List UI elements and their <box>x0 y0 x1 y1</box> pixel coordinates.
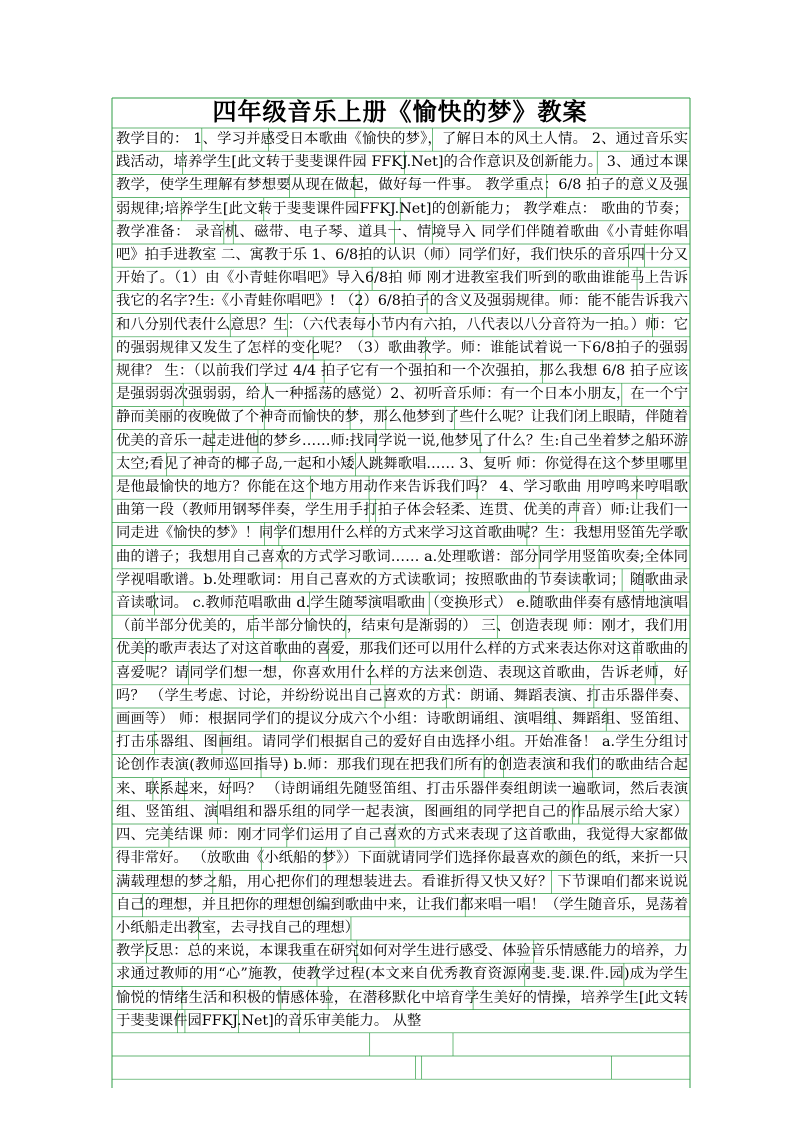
body-paragraph-reflection: 教学反思：总的来说，本课我重在研究如何对学生进行感受、体验音乐情感能力的培养，力求通过教师的用“心”施教，使教学过程(本文来自优秀教育资源网斐.斐.课.件.园)成为学生愉悦的情绪生活和积极的情感体验，在潜移默化中培育学生美好的情操，培养学生[此文转于斐斐课件园FFKJ.Net]的音乐审美能力。 从整 <box>116 943 688 1029</box>
document-title: 四年级音乐上册《愉快的梦》教案 <box>212 98 588 126</box>
body-paragraph-main: 教学目的： 1、学习并感受日本歌曲《愉快的梦》，了解日本的风土人情。 2、通过音乐实践活动，培养学生[此文转于斐斐课件园 FFKJ.Net]的合作意识及创新能力。 3、通过本课教学，使学生理解有梦想要从现在做起，做好每一件事。 教学重点：6/8 拍子的意义及强弱规律;培养学生[此文转于斐斐课件园FFKJ.Net]的创新能力； 教学难点： 歌曲的节奏；教学准备： 录音机、磁带、电子琴、道具一、情境导入 同学们伴随着歌曲《小青蛙你唱吧》拍手进教室 二、寓教于乐 1、6/8拍的认识（师）同学们好，我们快乐的音乐四十分又开始了。（1）由《小青蛙你唱吧》导入6/8拍 师 刚才进教室我们听到的歌曲谁能马上告诉我它的名字?生:《小青蛙你唱吧》! （2）6/8拍子的含义及强弱规律。师：能不能告诉我六和八分别代表什么意思？生：（六代表每小节内有六拍，八代表以八分音符为一拍。）师：它的强弱规律又发生了怎样的变化呢？（3）歌曲教学。师：谁能试着说一下6/8拍子的强弱规律？ 生：（以前我们学过 4/4 拍子它有一个强拍和一个次强拍，那么我想 6/8 拍子应该是强弱弱次强弱弱，给人一种摇荡的感觉）2、初听音乐师：有一个日本小朋友，在一个宁静而美丽的夜晚做了个神奇而愉快的梦，那么他梦到了些什么呢？让我们闭上眼睛，伴随着优美的音乐一起走进他的梦乡……师:找同学说一说,他梦见了什么？生:自己坐着梦之船环游太空;看见了神奇的椰子岛,一起和小矮人跳舞歌唱…… 3、复听 师：你觉得在这个梦里哪里是他最愉快的地方？你能在这个地方用动作来告诉我们吗？ 4、学习歌曲 用哼鸣来哼唱歌曲第一段（教师用钢琴伴奏，学生用手打拍子体会轻柔、连贯、优美的声音）师:让我们一同走进《愉快的梦》！同学们想用什么样的方式来学习这首歌曲呢？生：我想用竖笛先学歌曲的谱子；我想用自己喜欢的方式学习歌词…… a.处理歌谱：部分同学用竖笛吹奏;全体同学视唱歌谱。b.处理歌词：用自己喜欢的方式读歌词；按照歌曲的节奏读歌词； 随歌曲录音读歌词。 c.教师范唱歌曲 d.学生随琴演唱歌曲（变换形式） e.随歌曲伴奏有感情地演唱（前半部分优美的，后半部分愉快的，结束句是渐弱的） 三、创造表现 师：刚才，我们用优美的歌声表达了对这首歌曲的喜爱，那我们还可以用什么样的方式来表达你对这首歌曲的喜爱呢？请同学们想一想，你喜欢用什么样的方法来创造、表现这首歌曲，告诉老师，好吗？ （学生考虑、讨论，并纷纷说出自己喜欢的方式：朗诵、舞蹈表演、打击乐器伴奏、画画等） 师：根据同学们的提议分成六个小组：诗歌朗诵组、演唱组、舞蹈组、竖笛组、打击乐器组、图画组。请同学们根据自己的爱好自由选择小组。开始准备！ a.学生分组讨论创作表演(教师巡回指导) b.师：那我们现在把我们所有的创造表演和我们的歌曲结合起来、联系起来，好吗？ （诗朗诵组先随竖笛组、打击乐器伴奏组朗读一遍歌词，然后表演组、竖笛组、演唱组和器乐组的同学一起表演，图画组的同学把自己的作品展示给大家） 四、完美结课 师：刚才同学们运用了自己喜欢的方式来表现了这首歌曲，我觉得大家都做得非常好。 （放歌曲《小纸船的梦》）下面就请同学们选择你最喜欢的颜色的纸，来折一只满载理想的梦之船，用心把你们的理想装进去。看谁折得又快又好？ 下节课咱们都来说说自己的理想，并且把你的理想创编到歌曲中来，让我们都来唱一唱！（学生随音乐，晃荡着小纸船走出教室，去寻找自己的理想） <box>116 131 688 936</box>
document-body <box>116 128 688 1088</box>
